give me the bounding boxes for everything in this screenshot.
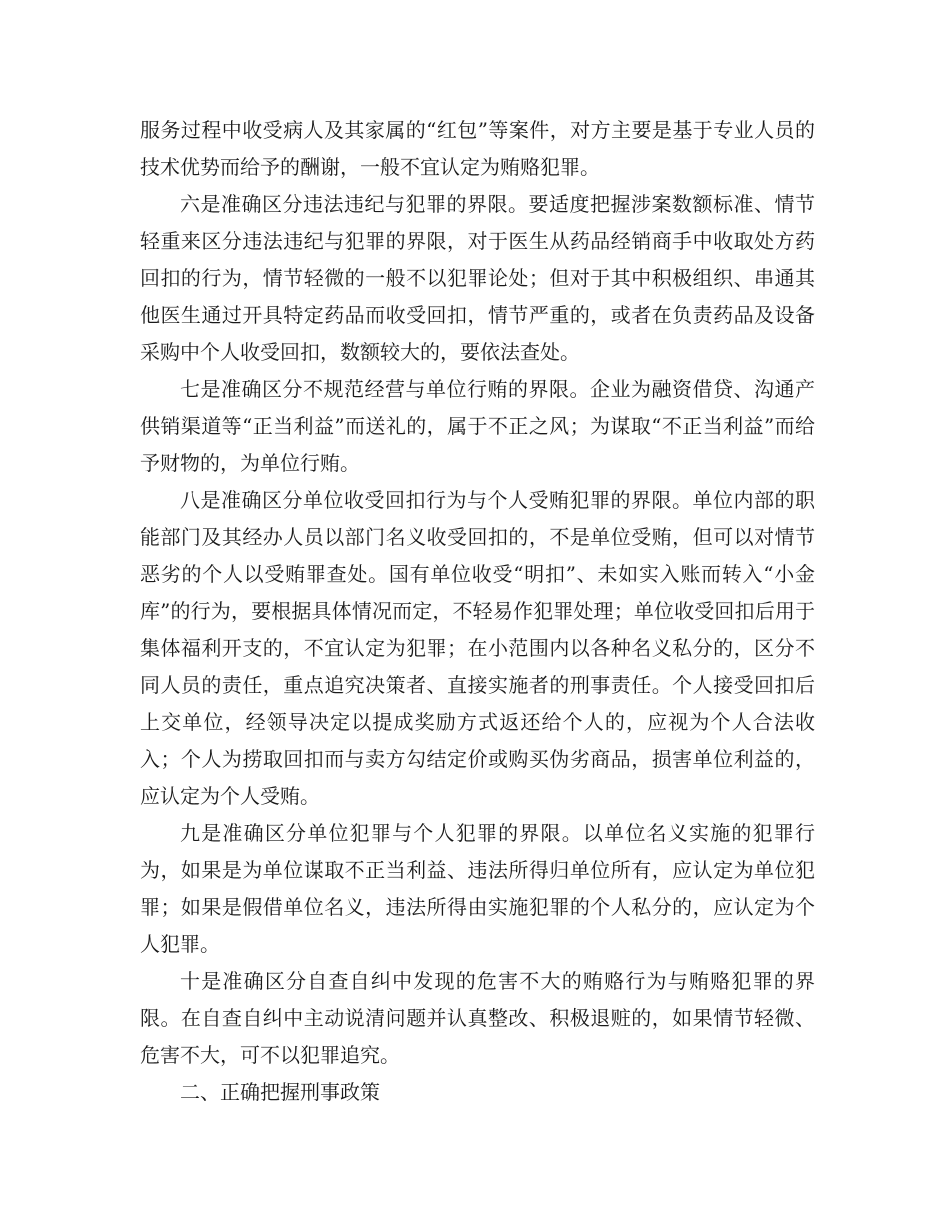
paragraph-item-ten: 十是准确区分自查自纠中发现的危害不大的贿赂行为与贿赂犯罪的界限。在自查自纠中主动说清问题并认真整改、积极退赃的，如果情节轻微、危害不大，可不以犯罪追究。 [140,969,815,1067]
paragraph-item-eight: 八是准确区分单位收受回扣行为与个人受贿犯罪的界限。单位内部的职能部门及其经办人员以部门名义收受回扣的，不是单位受贿，但可以对情节恶劣的个人以受贿罪查处。国有单位收受“明扣”、未如实入账而转入“小金库”的行为，要根据具体情况而定，不轻易作犯罪处理；单位收受回扣后用于集体福利开支的，不宜认定为犯罪；在小范围内以各种名义私分的，区分不同人员的责任，重点追究决策者、直接实施者的刑事责任。个人接受回扣后上交单位，经领导决定以提成奖励方式返还给个人的，应视为个人合法收入；个人为捞取回扣而与卖方勾结定价或购买伪劣商品，损害单位利益的，应认定为个人受贿。 [140,488,815,808]
paragraph-item-six: 六是准确区分违法违纪与犯罪的界限。要适度把握涉案数额标准、情节轻重来区分违法违纪与犯罪的界限，对于医生从药品经销商手中收取处方药回扣的行为，情节轻微的一般不以犯罪论处；但对于其中积极组织、串通其他医生通过开具特定药品而收受回扣，情节严重的，或者在负责药品及设备采购中个人收受回扣，数额较大的，要依法查处。 [140,192,815,364]
paragraph-continuation: 服务过程中收受病人及其家属的“红包”等案件，对方主要是基于专业人员的技术优势而给予的酬谢，一般不宜认定为贿赂犯罪。 [140,118,815,179]
paragraph-item-seven: 七是准确区分不规范经营与单位行贿的界限。企业为融资借贷、沟通产供销渠道等“正当利益”而送礼的，属于不正之风；为谋取“不正当利益”而给予财物的，为单位行贿。 [140,377,815,475]
document-body [140,112,815,1111]
paragraph-item-nine: 九是准确区分单位犯罪与个人犯罪的界限。以单位名义实施的犯罪行为，如果是为单位谋取不正当利益、违法所得归单位所有，应认定为单位犯罪；如果是假借单位名义，违法所得由实施犯罪的个人私分的，应认定为个人犯罪。 [140,821,815,956]
section-heading: 二、正确把握刑事政策 [180,1080,380,1104]
